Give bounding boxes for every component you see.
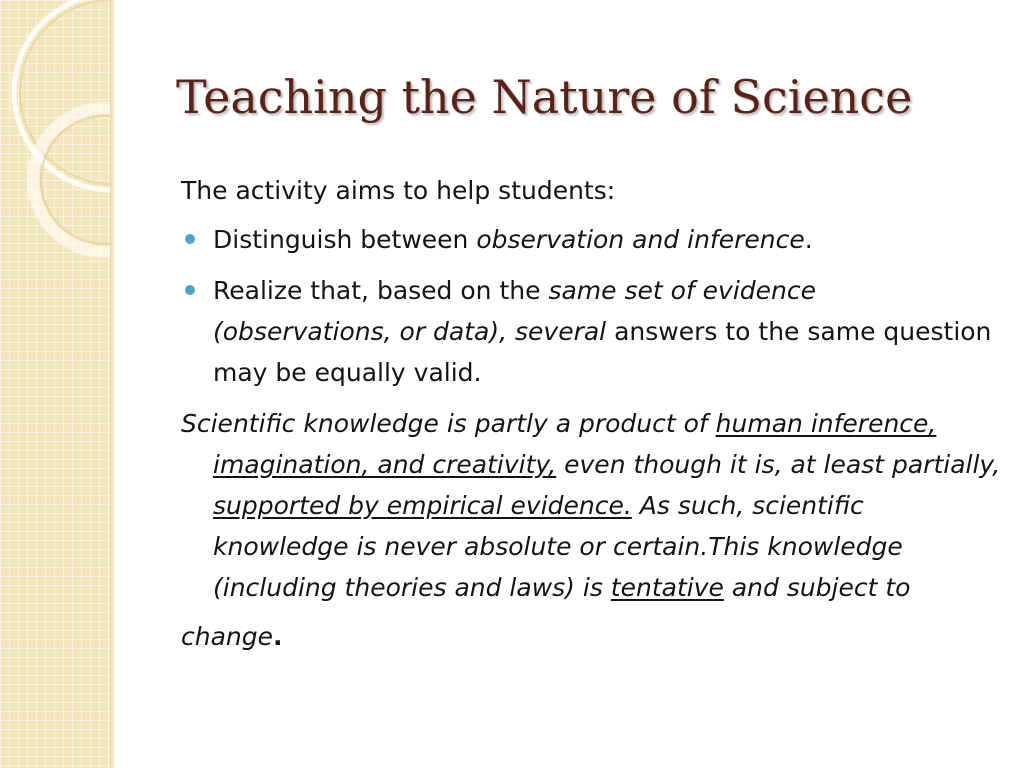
slide-title: Teaching the Nature of Science bbox=[176, 70, 913, 124]
bullet-dot-icon bbox=[185, 234, 195, 244]
bullet-item bbox=[181, 270, 1001, 393]
decorative-side-band bbox=[0, 0, 113, 768]
decorative-circles-icon bbox=[0, 0, 113, 768]
intro-text: The activity aims to help students: bbox=[181, 176, 616, 205]
side-band-edge bbox=[110, 0, 114, 768]
bullet-dot-icon bbox=[185, 285, 195, 295]
nature-of-science-paragraph: Scientific knowledge is partly a product of human inference, imagination, and creativity, even though it is, at least partially, supported by empirical evidence. As such, scientific knowledge is never absolute or certain.This knowledge (including theories and laws) is tentative and subject to change. bbox=[181, 409, 1001, 651]
bullet-text-2: Realize that, based on the same set of evidence (observations, or data), several answers to the same question may be equally valid. bbox=[213, 276, 992, 387]
bullet-item bbox=[181, 219, 1001, 260]
slide-body bbox=[181, 172, 1001, 657]
bullet-text-1: Distinguish between observation and inference. bbox=[213, 225, 813, 254]
